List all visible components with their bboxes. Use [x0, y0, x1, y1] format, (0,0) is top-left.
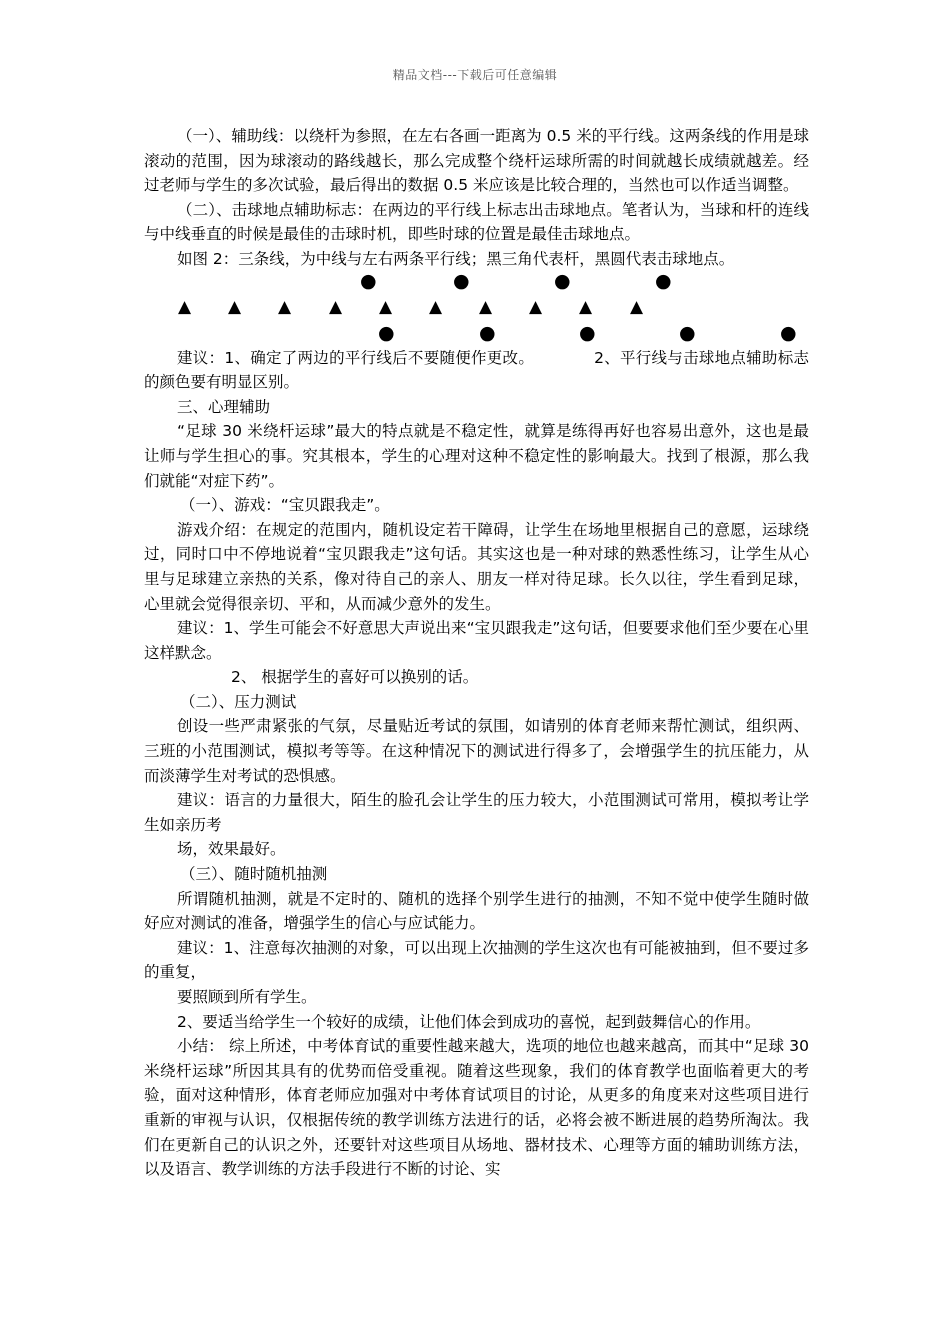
section-heading-psychology: 三、心理辅助 — [177, 397, 271, 416]
pole-triangle-9: ▲ — [579, 296, 593, 317]
pole-triangle-1: ▲ — [178, 296, 192, 317]
paragraph-random-test: 所谓随机抽测，就是不定时的、随机的选择个别学生进行的抽测，不知不觉中使学生随时做好应对测试的准备，增强学生的信心与应试能力。 — [144, 889, 809, 933]
pole-triangle-8: ▲ — [529, 296, 543, 317]
paragraph-game-intro: 游戏介绍：在规定的范围内，随机设定若干障碍，让学生在场地里根据自己的意愿，运球绕过，同时口中不停地说着“宝贝跟我走”这句话。其实这也是一种对球的熟悉性练习，让学生从心里与足球建立亲热的关系，像对待自己的亲人、朋友一样对待足球。长久以往，学生看到足球，心里就会觉得很亲切、平和，从而减少意外的发生。 — [144, 520, 809, 613]
pole-triangle-7: ▲ — [479, 296, 493, 317]
pole-triangle-4: ▲ — [329, 296, 343, 317]
paragraph-figure-caption: 如图 2：三条线，为中线与左右两条平行线；黑三角代表杆，黑圆代表击球地点。 — [177, 249, 735, 268]
page-header: 精品文档---下载后可任意编辑 — [392, 68, 558, 82]
subheading-pressure-test: （二）、压力测试 — [180, 692, 297, 711]
subheading-random-test: （三）、随时随机抽测 — [180, 865, 328, 884]
pole-triangle-2: ▲ — [228, 296, 242, 317]
paragraph-suggestion-lines — [144, 346, 809, 395]
paragraph-pressure-test: 创设一些严肃紧张的气氛，尽量贴近考试的氛围，如请别的体育老师来帮忙测试，组织两、三班的小范围测试，模拟考等等。在这种情况下的测试进行得多了，会增强学生的抗压能力，从而淡薄学生对考试的恐惧感。 — [144, 717, 809, 785]
hit-point-top-3: ● — [554, 269, 571, 292]
paragraph-auxiliary-lines: （一）、辅助线：以绕杆为参照，在左右各画一距离为 0.5 米的平行线。这两条线的作用是球滚动的范围，因为球滚动的路线越长，那么完成整个绕杆运球所需的时间就越长成绩就越差。经过老师与学生的多次试验，最后得出的数据 0.5 米应该是比较合理的，当然也可以作适当调整。 — [144, 127, 809, 195]
subheading-game: （一）、游戏：“宝贝跟我走”。 — [180, 496, 390, 515]
paragraph-pressure-suggestion: 建议：语言的力量很大，陌生的脸孔会让学生的压力较大，小范围测试可常用，模拟考让学生如亲历考 — [144, 791, 809, 834]
hit-point-top-4: ● — [655, 269, 672, 292]
pole-triangle-3: ▲ — [278, 296, 292, 317]
paragraph-random-suggestion-1: 建议：1、注意每次抽测的对象，可以出现上次抽测的学生这次也有可能被抽到，但不要过多的重复， — [144, 938, 809, 982]
paragraph-game-suggestion-2: 2、 根据学生的喜好可以换别的话。 — [231, 668, 479, 687]
pole-triangle-6: ▲ — [429, 296, 443, 317]
paragraph-game-suggestion: 建议：1、学生可能会不好意思大声说出来“宝贝跟我走”这句话，但要要求他们至少要在心里这样默念。 — [144, 619, 809, 662]
figure-2-diagram — [144, 269, 809, 346]
paragraph-random-suggestion-1-cont: 要照顾到所有学生。 — [177, 988, 317, 1006]
hit-point-bottom-5: ● — [780, 321, 797, 344]
suggestion-2-text: 2、平行线与击球地点辅助标志的颜色要有明显区别。 — [144, 348, 809, 392]
document-body — [144, 124, 809, 1182]
hit-point-top-1: ● — [360, 269, 377, 292]
paragraph-hit-point-markers: （二）、击球地点辅助标志：在两边的平行线上标志出击球地点。笔者认为，当球和杆的连线与中线垂直的时候是最佳的击球时机，即些时球的位置是最佳击球地点。 — [144, 200, 809, 244]
paragraph-summary: 小结： 综上所述，中考体育试的重要性越来越大，选项的地位也越来越高，而其中“足球 30 米绕杆运球”所因其具有的优势而倍受重视。随着这些现象，我们的体育教学也面临着更大的考验，面对这种情形，体育老师应加强对中考体育试项目的讨论，从更多的角度来对这些项目进行重新的审视与认识，仅根据传统的教学训练方法进行的话，必将会被不断进展的趋势所淘汰。我们在更新自己的认识之外，还要针对这些项目从场地、器材技术、心理等方面的辅助训练方法，以及语言、教学训练的方法手段进行不断的讨论、实 — [144, 1037, 809, 1179]
pole-triangle-10: ▲ — [630, 296, 644, 317]
suggestion-1-text: 建议：1、确定了两边的平行线后不要随便作更改。 — [177, 348, 535, 367]
hit-point-bottom-2: ● — [479, 321, 496, 344]
pole-triangle-5: ▲ — [379, 296, 393, 317]
hit-point-bottom-3: ● — [579, 321, 596, 344]
paragraph-instability: “足球 30 米绕杆运球”最大的特点就是不稳定性，就算是练得再好也容易出意外，这也是最让师与学生担心的事。究其根本，学生的心理对这种不稳定性的影响最大。找到了根源，那么我们就能“对症下药”。 — [144, 422, 809, 490]
paragraph-pressure-suggestion-cont: 场，效果最好。 — [177, 840, 286, 859]
hit-point-bottom-1: ● — [378, 321, 395, 344]
hit-point-bottom-4: ● — [679, 321, 696, 344]
hit-point-top-2: ● — [453, 269, 470, 292]
paragraph-random-suggestion-2: 2、要适当给学生一个较好的成绩，让他们体会到成功的喜悦，起到鼓舞信心的作用。 — [177, 1012, 761, 1031]
